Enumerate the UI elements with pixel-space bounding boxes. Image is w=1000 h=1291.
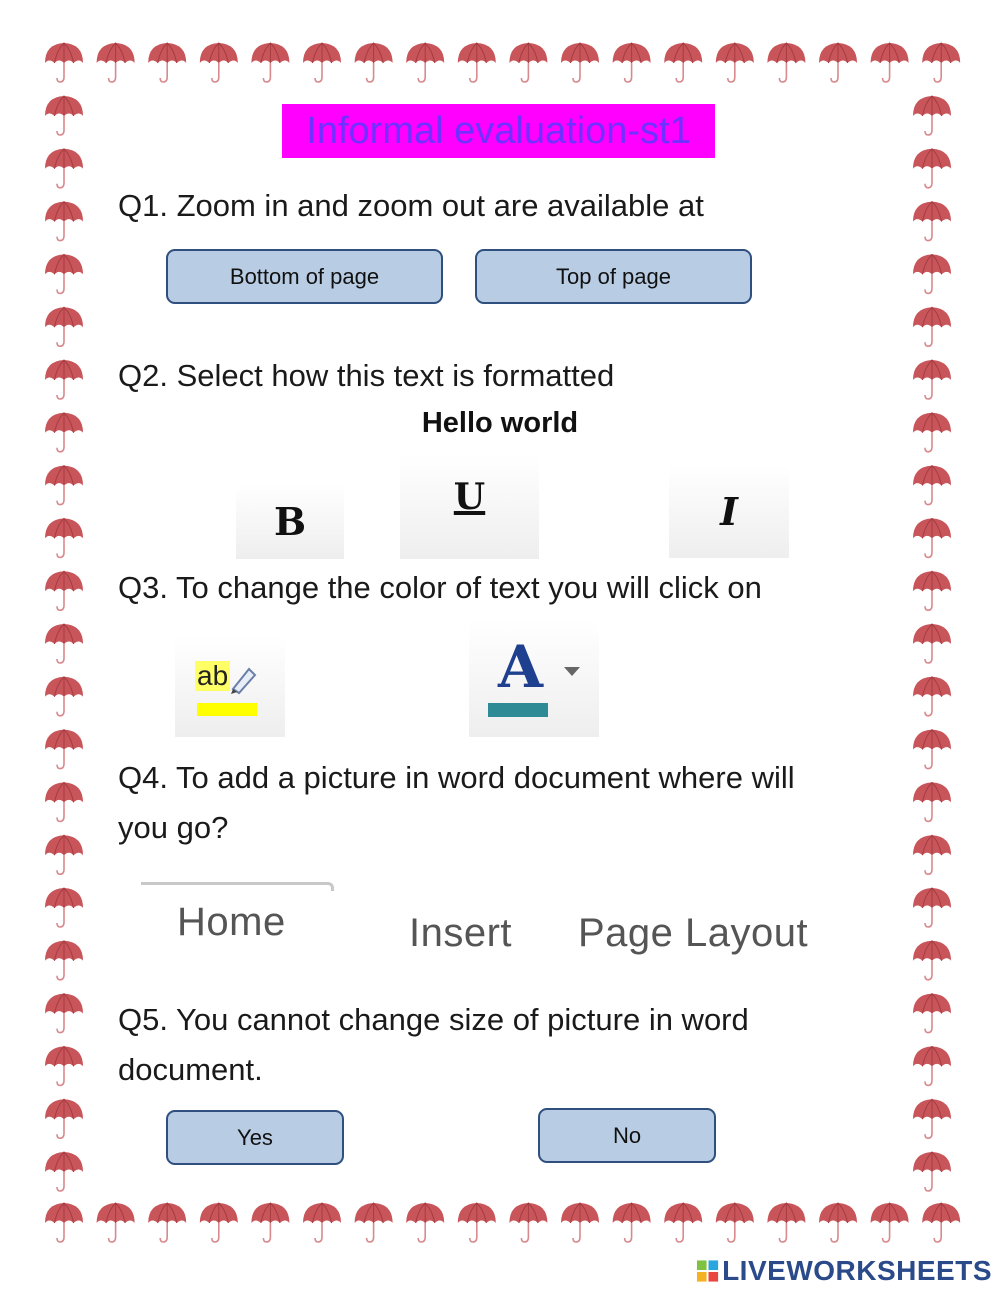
umbrella-icon: [45, 994, 83, 1033]
umbrella-icon: [913, 202, 951, 241]
umbrella-icon: [45, 1152, 83, 1191]
umbrella-icon: [613, 43, 651, 82]
umbrella-icon: [913, 782, 951, 821]
umbrella-icon: [45, 254, 83, 293]
umbrella-icon: [913, 1099, 951, 1138]
umbrella-icon: [45, 96, 83, 135]
font-color-icon[interactable]: [469, 620, 599, 737]
umbrella-icon: [871, 43, 909, 82]
highlighter-pen-icon: [227, 661, 261, 695]
question-4-text-line-2: you go?: [118, 810, 229, 845]
umbrella-icon: [716, 43, 754, 82]
umbrella-icon: [45, 571, 83, 610]
q1-option-bottom-of-page-button[interactable]: Bottom of page: [166, 249, 443, 304]
tab-page-layout[interactable]: Page Layout: [578, 911, 809, 955]
umbrella-icon: [509, 43, 547, 82]
umbrella-icon: [45, 941, 83, 980]
question-2-text: Q2. Select how this text is formatted: [118, 358, 615, 393]
liveworksheets-logo: [696, 1255, 992, 1287]
question-5-text-line-2: document.: [118, 1052, 263, 1087]
umbrella-icon: [148, 1203, 186, 1242]
question-5-text-line-1: Q5. You cannot change size of picture in word: [118, 1002, 749, 1037]
tab-home[interactable]: Home: [177, 900, 286, 944]
umbrella-icon: [45, 1099, 83, 1138]
umbrella-icon: [458, 43, 496, 82]
umbrella-icon: [913, 994, 951, 1033]
umbrella-icon: [913, 96, 951, 135]
umbrella-icon: [871, 1203, 909, 1242]
umbrella-icon: [922, 43, 960, 82]
umbrella-icon: [922, 1203, 960, 1242]
liveworksheets-brand-text: LIVEWORKSHEETS: [722, 1255, 992, 1286]
home-tab-outline: [141, 882, 334, 891]
umbrella-icon: [913, 730, 951, 769]
umbrella-icon: [913, 571, 951, 610]
umbrella-icon: [913, 624, 951, 663]
umbrella-icon: [913, 466, 951, 505]
umbrella-icon: [913, 888, 951, 927]
umbrella-icon: [97, 1203, 135, 1242]
italic-icon[interactable]: [669, 465, 789, 558]
umbrella-icon: [45, 1203, 83, 1242]
underline-glyph: U: [453, 476, 486, 518]
text-highlight-color-icon[interactable]: [175, 636, 285, 737]
umbrella-icon: [355, 1203, 393, 1242]
umbrella-icon: [200, 43, 238, 82]
umbrella-icon: [613, 1203, 651, 1242]
umbrella-icon: [664, 43, 702, 82]
tab-insert[interactable]: Insert: [409, 911, 513, 955]
umbrella-icon: [913, 1152, 951, 1191]
umbrella-icon: [664, 1203, 702, 1242]
worksheet-title: Informal evaluation-st1: [306, 110, 691, 152]
dropdown-arrow-icon[interactable]: [562, 665, 582, 677]
umbrella-icon: [355, 43, 393, 82]
umbrella-icon: [561, 1203, 599, 1242]
umbrella-icon: [45, 782, 83, 821]
umbrella-icon: [45, 730, 83, 769]
umbrella-icon: [45, 835, 83, 874]
umbrella-icon: [45, 624, 83, 663]
umbrella-icon: [913, 149, 951, 188]
umbrella-icon: [913, 307, 951, 346]
q1-option-top-of-page-button[interactable]: Top of page: [475, 249, 752, 304]
umbrella-icon: [45, 518, 83, 557]
umbrella-icon: [767, 43, 805, 82]
umbrella-icon: [45, 43, 83, 82]
umbrella-icon: [200, 1203, 238, 1242]
umbrella-icon: [97, 43, 135, 82]
umbrella-icon: [458, 1203, 496, 1242]
umbrella-icon: [913, 254, 951, 293]
umbrella-icon: [251, 43, 289, 82]
umbrella-icon: [45, 360, 83, 399]
umbrella-icon: [148, 43, 186, 82]
umbrella-icon: [45, 202, 83, 241]
bold-glyph: B: [273, 499, 307, 544]
umbrella-icon: [45, 466, 83, 505]
bold-icon[interactable]: [236, 484, 344, 559]
question-1-text: Q1. Zoom in and zoom out are available at: [118, 188, 704, 223]
highlight-color-bar: [197, 703, 257, 716]
umbrella-icon: [509, 1203, 547, 1242]
umbrella-icon: [913, 518, 951, 557]
umbrella-icon: [913, 835, 951, 874]
worksheet-title-box: [282, 104, 715, 158]
umbrella-icon: [819, 1203, 857, 1242]
umbrella-icon: [303, 43, 341, 82]
umbrella-icon: [45, 149, 83, 188]
umbrella-icon: [913, 941, 951, 980]
liveworksheets-logo-icon: [696, 1259, 719, 1283]
umbrella-icon: [45, 888, 83, 927]
umbrella-icon: [45, 677, 83, 716]
q5-option-no-button[interactable]: No: [538, 1108, 716, 1163]
umbrella-icon: [913, 677, 951, 716]
umbrella-icon: [303, 1203, 341, 1242]
umbrella-icon: [913, 360, 951, 399]
underline-icon[interactable]: [400, 455, 539, 559]
italic-glyph: I: [720, 489, 738, 534]
umbrella-icon: [45, 1046, 83, 1085]
umbrella-icon: [819, 43, 857, 82]
umbrella-icon: [716, 1203, 754, 1242]
umbrella-icon: [561, 43, 599, 82]
highlight-ab-glyph: ab: [197, 659, 229, 691]
font-color-bar: [488, 703, 548, 717]
umbrella-icon: [406, 1203, 444, 1242]
font-color-a-glyph: A: [498, 632, 544, 701]
umbrella-icon: [767, 1203, 805, 1242]
umbrella-icon: [913, 1046, 951, 1085]
formatted-sample-text: Hello world: [421, 407, 579, 439]
q5-option-yes-button[interactable]: Yes: [166, 1110, 344, 1165]
umbrella-icon: [45, 307, 83, 346]
umbrella-icon: [251, 1203, 289, 1242]
umbrella-icon: [406, 43, 444, 82]
question-4-text-line-1: Q4. To add a picture in word document where will: [118, 760, 795, 795]
question-3-text: Q3. To change the color of text you will click on: [118, 570, 762, 605]
